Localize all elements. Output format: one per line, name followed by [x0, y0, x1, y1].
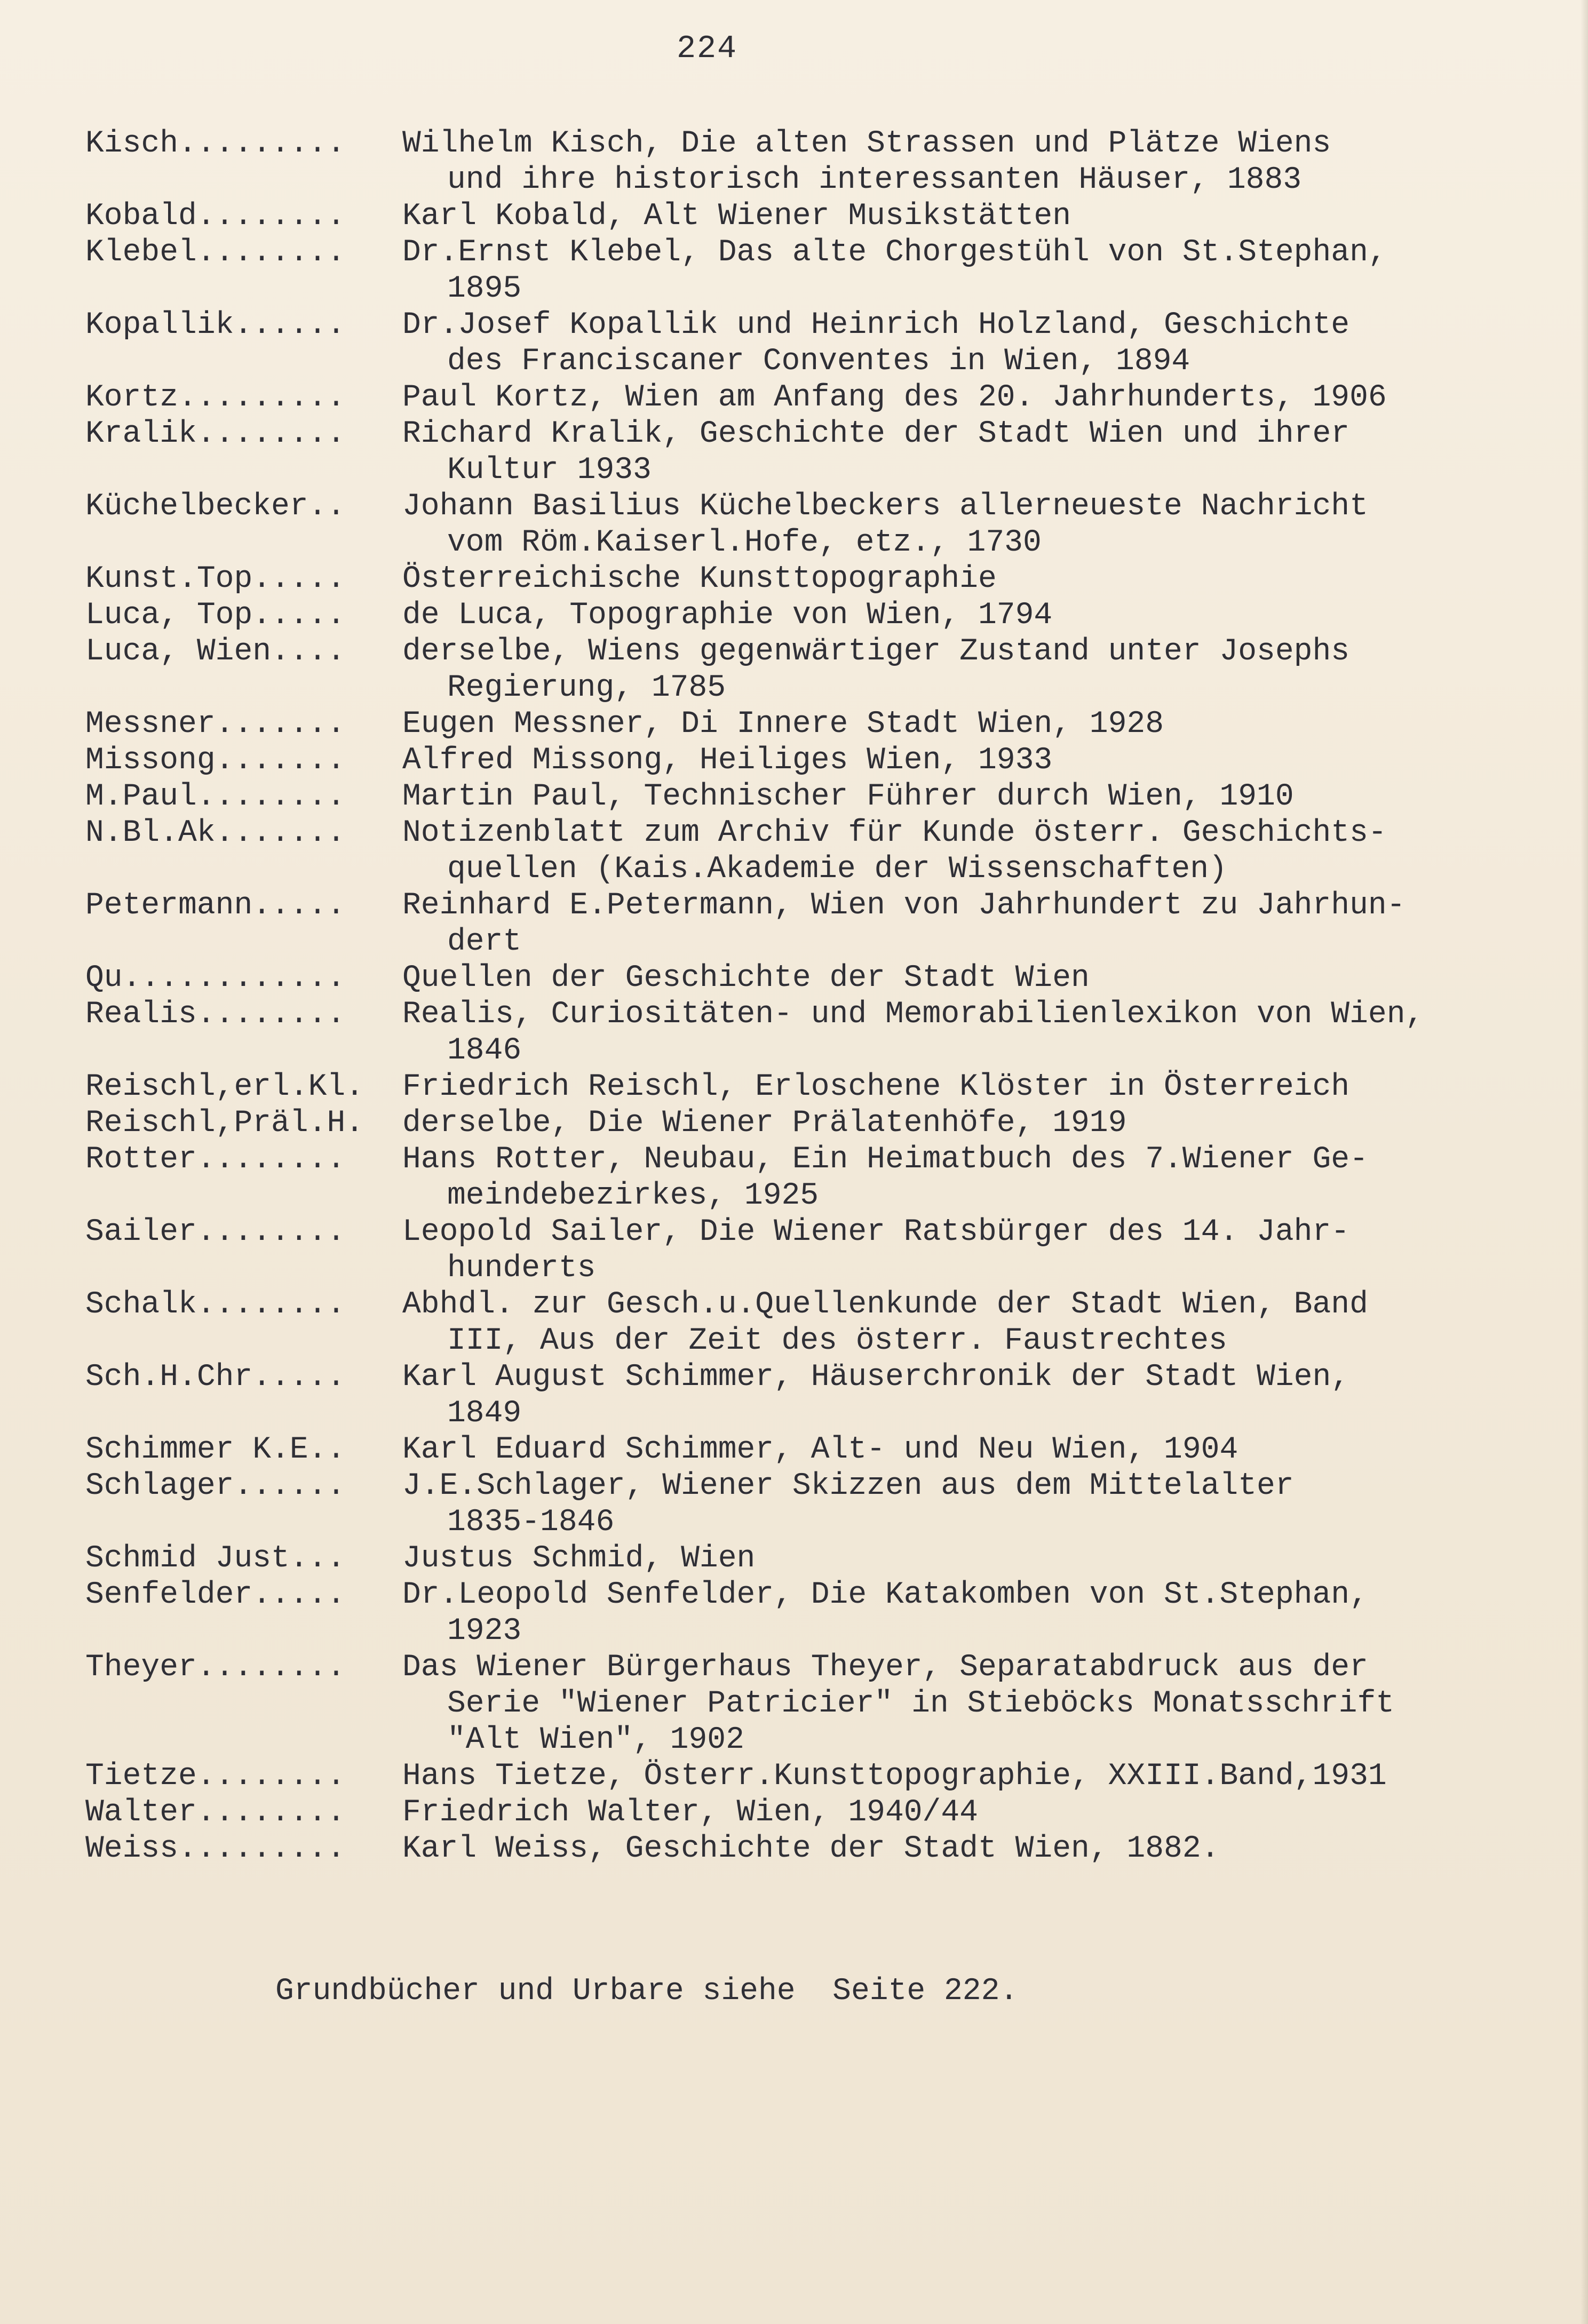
bibliography-entry [85, 1758, 1558, 1795]
bibliography-entry [85, 1142, 1558, 1214]
entry-abbreviation: Messner....... [85, 707, 346, 742]
reference-continuation-line: des Franciscaner Conventes in Wien, 1894 [447, 344, 1190, 379]
bibliography-entry [85, 1105, 1558, 1142]
entry-reference [402, 307, 1558, 380]
entry-reference [402, 1105, 1558, 1142]
entry-abbreviation: Kopallik...... [85, 308, 346, 343]
bibliography-entry [85, 1359, 1558, 1432]
entry-abbreviation: Petermann..... [85, 888, 346, 923]
entry-reference [402, 815, 1558, 888]
bibliography-entry [85, 598, 1558, 634]
reference-continuation-line: 1895 [447, 272, 522, 306]
reference-line: Realis, Curiositäten- und Memorabilienlexikon von Wien, [402, 997, 1424, 1032]
entry-abbreviation: Luca, Top..... [85, 598, 346, 633]
entry-reference [402, 416, 1558, 489]
reference-line: Richard Kralik, Geschichte der Stadt Wien und ihrer [402, 417, 1350, 451]
entry-abbreviation: Walter........ [85, 1795, 346, 1830]
reference-line: Hans Rotter, Neubau, Ein Heimatbuch des 7.Wiener Ge- [402, 1142, 1368, 1177]
entry-reference [402, 779, 1558, 815]
reference-continuation-line: quellen (Kais.Akademie der Wissenschaften) [447, 852, 1227, 887]
reference-line: Das Wiener Bürgerhaus Theyer, Separatabdruck aus der [402, 1650, 1368, 1685]
reference-continuation-line: 1923 [447, 1614, 522, 1649]
reference-line: de Luca, Topographie von Wien, 1794 [402, 598, 1053, 633]
bibliography-entry [85, 198, 1558, 235]
entry-abbreviation: Kunst.Top..... [85, 562, 346, 596]
entry-reference [402, 743, 1558, 779]
entry-abbreviation: Küchelbecker.. [85, 489, 346, 524]
reference-line: Friedrich Reischl, Erloschene Klöster in Österreich [402, 1070, 1350, 1104]
entry-abbreviation: Kisch......... [85, 126, 346, 161]
reference-line: Reinhard E.Petermann, Wien von Jahrhundert zu Jahrhun- [402, 888, 1406, 923]
reference-line: Dr.Josef Kopallik und Heinrich Holzland, Geschichte [402, 308, 1350, 343]
reference-continuation-line: 1849 [447, 1396, 522, 1431]
bibliography-entry [85, 1831, 1558, 1867]
reference-line: Eugen Messner, Di Innere Stadt Wien, 1928 [402, 707, 1164, 742]
entry-reference [402, 1758, 1558, 1795]
entry-abbreviation: Schimmer K.E.. [85, 1432, 346, 1467]
reference-line: Dr.Leopold Senfelder, Die Katakomben von St.Stephan, [402, 1578, 1368, 1612]
entry-reference [402, 888, 1558, 960]
reference-continuation-line: dert [447, 925, 522, 959]
entry-reference [402, 1541, 1558, 1577]
bibliography-entry [85, 1069, 1558, 1105]
entry-reference [402, 1142, 1558, 1214]
reference-line: Karl August Schimmer, Häuserchronik der Stadt Wien, [402, 1360, 1350, 1395]
entry-abbreviation: Senfelder..... [85, 1578, 346, 1612]
entry-reference [402, 380, 1558, 416]
reference-line: Notizenblatt zum Archiv für Kunde österr. Geschichts- [402, 816, 1387, 850]
entry-abbreviation: Sch.H.Chr..... [85, 1360, 346, 1395]
bibliography-entry [85, 1214, 1558, 1287]
entry-reference [402, 706, 1558, 743]
entry-abbreviation: Klebel........ [85, 235, 346, 270]
entry-reference [402, 1432, 1558, 1468]
entry-reference [402, 598, 1558, 634]
reference-line: Leopold Sailer, Die Wiener Ratsbürger des 14. Jahr- [402, 1215, 1350, 1249]
footer-note: Grundbücher und Urbare siehe Seite 222. [275, 1974, 1019, 2009]
entry-abbreviation: Sailer........ [85, 1215, 346, 1249]
entry-abbreviation: Qu............ [85, 961, 346, 996]
reference-line: Alfred Missong, Heiliges Wien, 1933 [402, 743, 1053, 778]
reference-line: Karl Eduard Schimmer, Alt- und Neu Wien, 1904 [402, 1432, 1238, 1467]
reference-continuation-line: vom Röm.Kaiserl.Hofe, etz., 1730 [447, 526, 1042, 560]
reference-line: Martin Paul, Technischer Führer durch Wien, 1910 [402, 779, 1294, 814]
entry-abbreviation: Luca, Wien.... [85, 634, 346, 669]
reference-continuation-line: 1835-1846 [447, 1505, 615, 1540]
entry-reference [402, 1214, 1558, 1287]
bibliography-entry [85, 634, 1558, 706]
bibliography-entry [85, 1795, 1558, 1831]
entry-abbreviation: N.Bl.Ak....... [85, 816, 346, 850]
reference-line: Dr.Ernst Klebel, Das alte Chorgestühl von St.Stephan, [402, 235, 1387, 270]
bibliography-entry [85, 126, 1558, 198]
reference-continuation-line: III, Aus der Zeit des österr. Faustrechtes [447, 1324, 1227, 1358]
bibliography-entry [85, 1577, 1558, 1650]
entry-abbreviation: Reischl,erl.Kl. [85, 1070, 383, 1104]
entry-reference [402, 1468, 1558, 1541]
reference-line: Quellen der Geschichte der Stadt Wien [402, 961, 1090, 996]
page-number: 224 [677, 31, 738, 67]
bibliography-entry [85, 307, 1558, 380]
reference-line: Österreichische Kunsttopographie [402, 562, 997, 596]
entry-abbreviation: Realis........ [85, 997, 346, 1032]
reference-line: Johann Basilius Küchelbeckers allerneueste Nachricht [402, 489, 1368, 524]
reference-continuation-line: 1846 [447, 1033, 522, 1068]
reference-line: derselbe, Die Wiener Prälatenhöfe, 1919 [402, 1106, 1127, 1141]
reference-line: Wilhelm Kisch, Die alten Strassen und Plätze Wiens [402, 126, 1331, 161]
reference-line: Friedrich Walter, Wien, 1940/44 [402, 1795, 978, 1830]
bibliography-entry [85, 888, 1558, 960]
entry-abbreviation: Reischl,Präl.H. [85, 1106, 383, 1141]
bibliography-entry [85, 489, 1558, 561]
reference-line: Hans Tietze, Österr.Kunsttopographie, XXIII.Band,1931 [402, 1759, 1387, 1794]
paper-edge-shadow [1581, 0, 1588, 2324]
bibliography-entry [85, 1650, 1558, 1758]
entry-reference [402, 634, 1558, 706]
entry-abbreviation: Schmid Just... [85, 1541, 346, 1576]
bibliography-entry [85, 561, 1558, 598]
bibliography-entry [85, 997, 1558, 1069]
bibliography-entry [85, 235, 1558, 307]
reference-continuation-line: meindebezirkes, 1925 [447, 1179, 819, 1213]
entry-reference [402, 561, 1558, 598]
entry-abbreviation: Rotter........ [85, 1142, 346, 1177]
bibliography-entry [85, 1541, 1558, 1577]
entry-abbreviation: Missong....... [85, 743, 346, 778]
bibliography-list [85, 126, 1558, 1867]
entry-reference [402, 1287, 1558, 1359]
reference-line: J.E.Schlager, Wiener Skizzen aus dem Mittelalter [402, 1469, 1294, 1503]
entry-abbreviation: Theyer........ [85, 1650, 346, 1685]
bibliography-entry [85, 706, 1558, 743]
reference-continuation-line: Regierung, 1785 [447, 671, 726, 705]
bibliography-entry [85, 743, 1558, 779]
entry-abbreviation: M.Paul........ [85, 779, 346, 814]
bibliography-entry [85, 960, 1558, 997]
bibliography-entry [85, 779, 1558, 815]
entry-reference [402, 489, 1558, 561]
entry-reference [402, 126, 1558, 198]
entry-abbreviation: Kralik........ [85, 417, 346, 451]
entry-reference [402, 1831, 1558, 1867]
entry-reference [402, 235, 1558, 307]
entry-reference [402, 1359, 1558, 1432]
reference-line: Abhdl. zur Gesch.u.Quellenkunde der Stadt Wien, Band [402, 1287, 1368, 1322]
reference-continuation-line: und ihre historisch interessanten Häuser, 1883 [447, 163, 1302, 197]
entry-reference [402, 1577, 1558, 1650]
reference-continuation-line: Kultur 1933 [447, 453, 652, 488]
entry-reference [402, 1795, 1558, 1831]
entry-reference [402, 960, 1558, 997]
entry-abbreviation: Kortz......... [85, 380, 346, 415]
entry-reference [402, 1069, 1558, 1105]
entry-abbreviation: Weiss......... [85, 1832, 346, 1866]
reference-continuation-line: "Alt Wien", 1902 [447, 1723, 744, 1757]
bibliography-entry [85, 1287, 1558, 1359]
entry-reference [402, 997, 1558, 1069]
bibliography-entry [85, 380, 1558, 416]
reference-continuation-line: Serie "Wiener Patricier" in Stieböcks Monatsschrift [447, 1686, 1395, 1721]
entry-abbreviation: Kobald........ [85, 199, 346, 234]
entry-abbreviation: Tietze........ [85, 1759, 346, 1794]
entry-reference [402, 1650, 1558, 1758]
bibliography-entry [85, 1432, 1558, 1468]
reference-line: Karl Kobald, Alt Wiener Musikstätten [402, 199, 1071, 234]
entry-abbreviation: Schalk........ [85, 1287, 346, 1322]
entry-abbreviation: Schlager...... [85, 1469, 346, 1503]
bibliography-entry [85, 815, 1558, 888]
reference-continuation-line: hunderts [447, 1251, 596, 1286]
bibliography-entry [85, 1468, 1558, 1541]
reference-line: Justus Schmid, Wien [402, 1541, 756, 1576]
entry-reference [402, 198, 1558, 235]
reference-line: Paul Kortz, Wien am Anfang des 20. Jahrhunderts, 1906 [402, 380, 1387, 415]
bibliography-entry [85, 416, 1558, 489]
reference-line: Karl Weiss, Geschichte der Stadt Wien, 1882. [402, 1832, 1220, 1866]
reference-line: derselbe, Wiens gegenwärtiger Zustand unter Josephs [402, 634, 1350, 669]
